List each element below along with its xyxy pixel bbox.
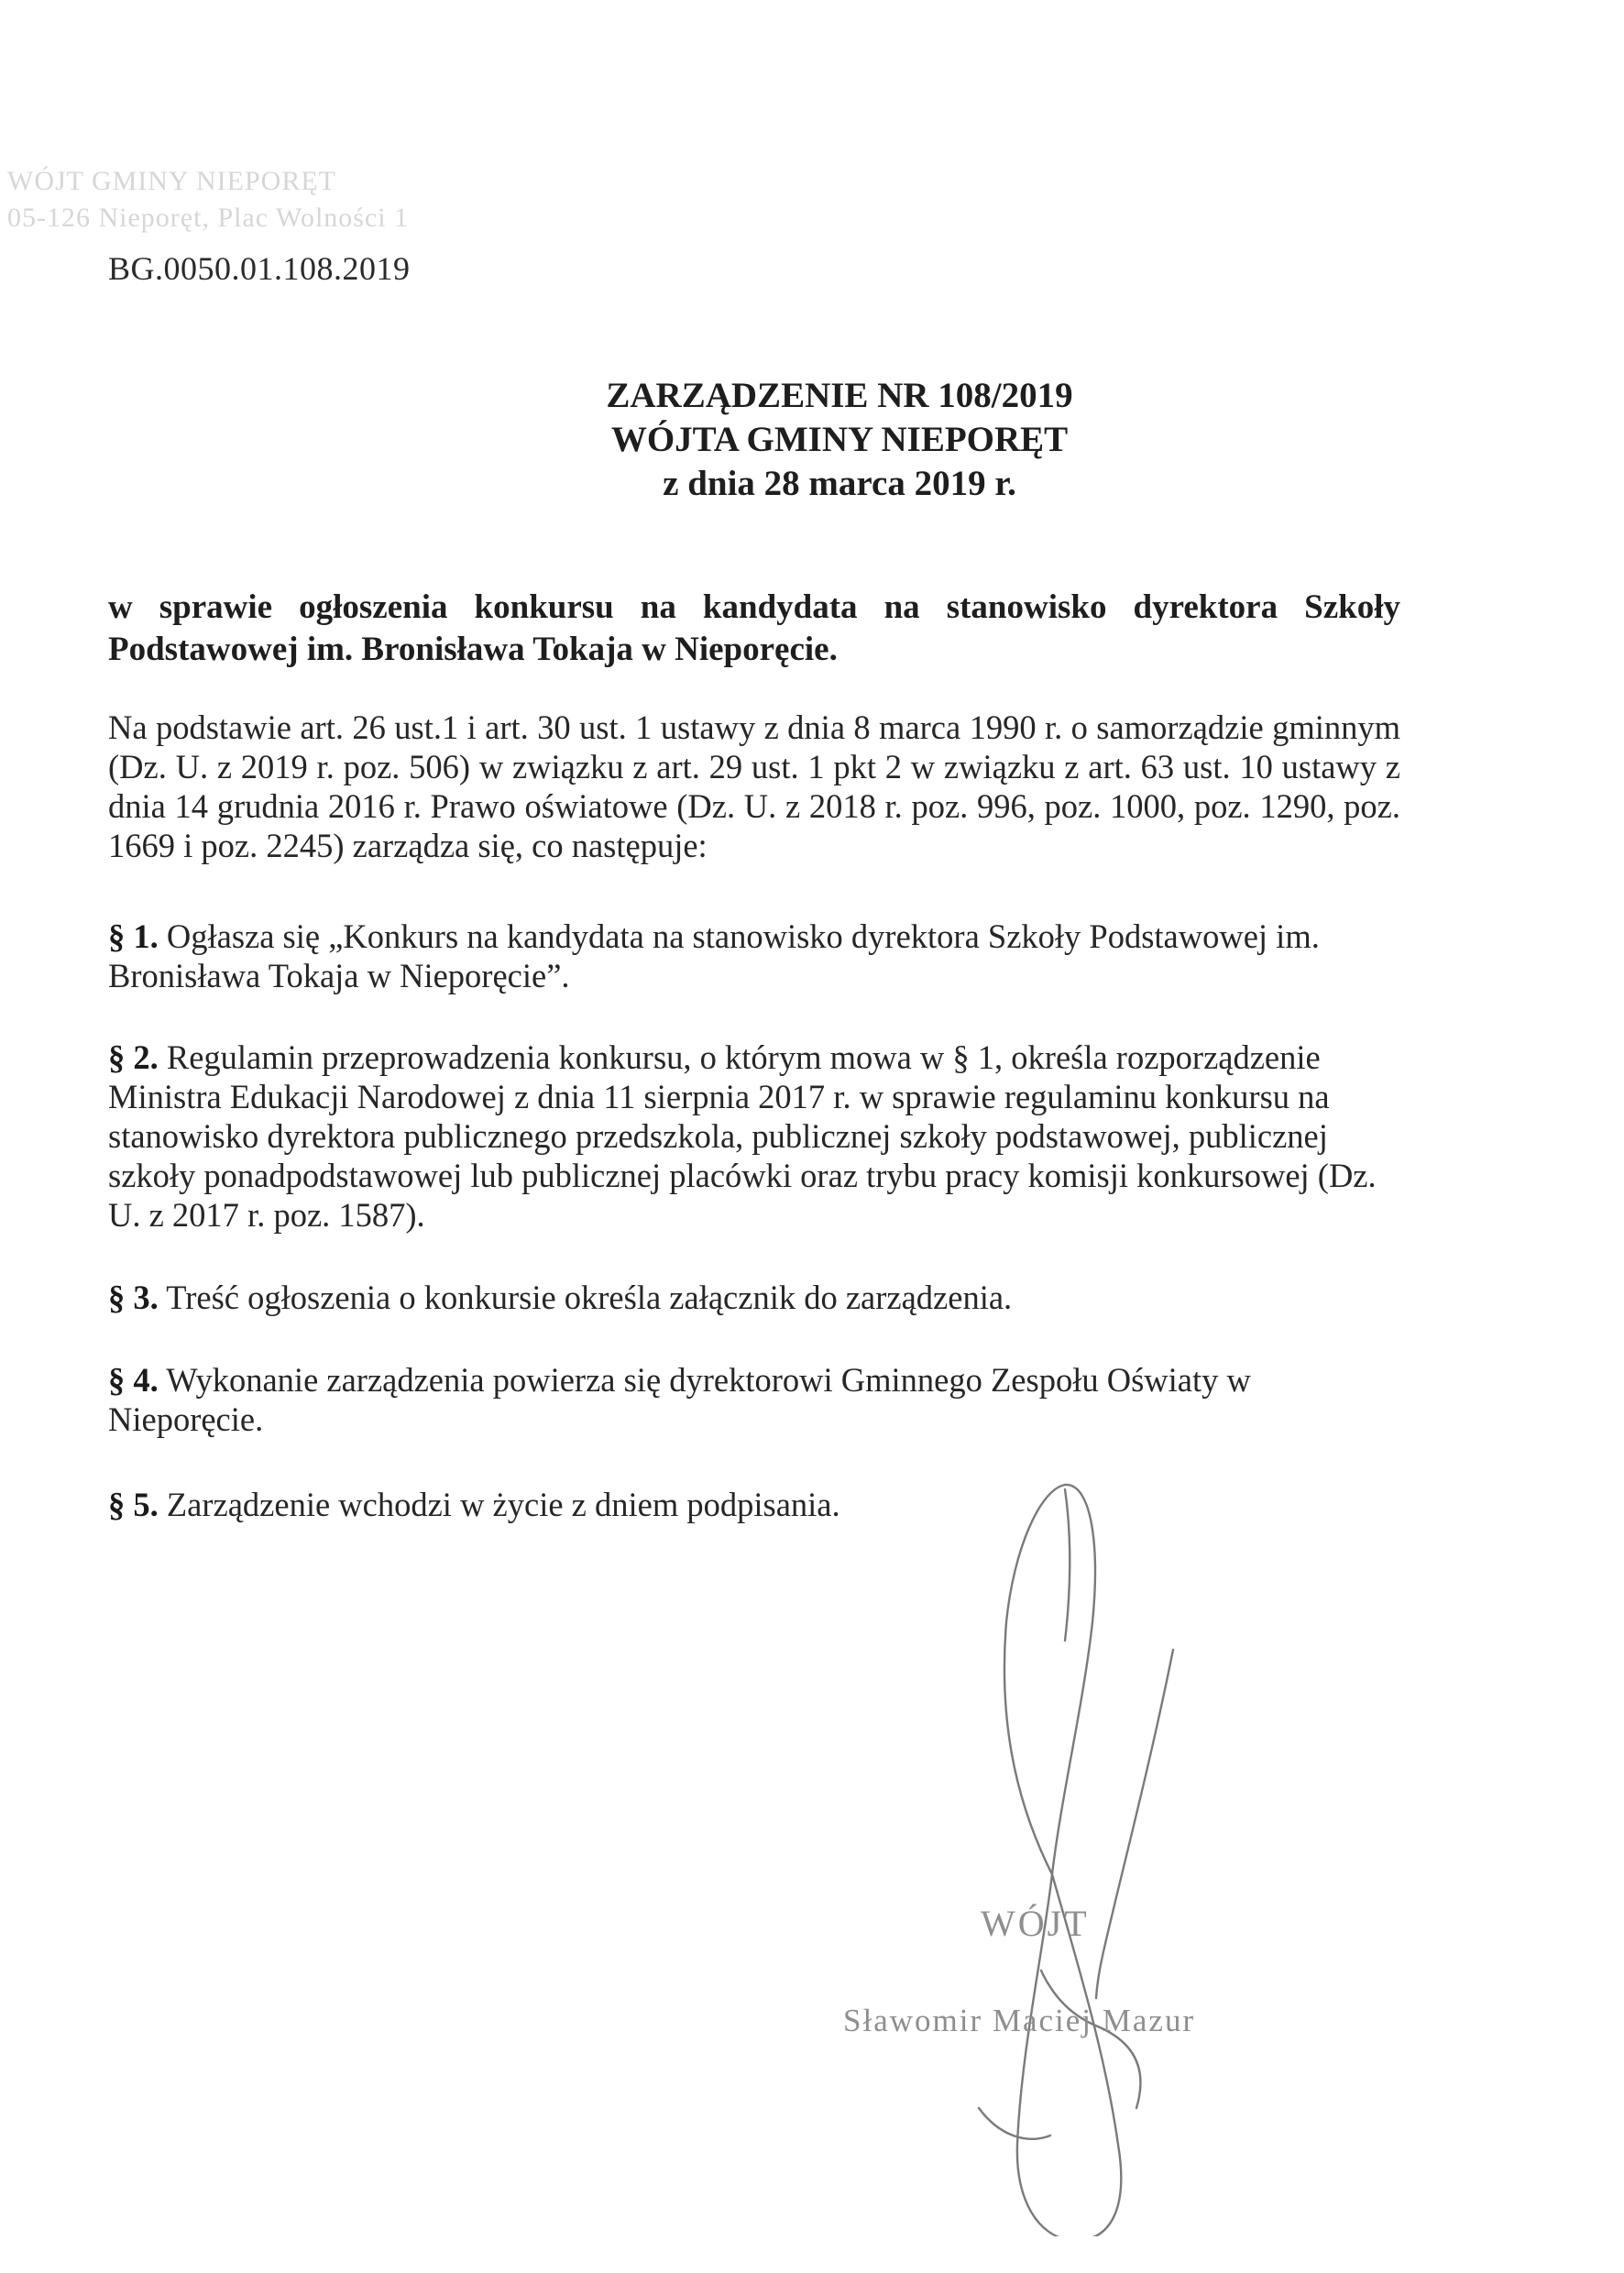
paragraph-1	[108, 917, 1400, 995]
signature-block	[825, 1411, 1338, 2236]
title-line-1: ZARZĄDZENIE NR 108/2019	[606, 376, 1073, 415]
faded-office-stamp	[7, 163, 410, 236]
stamp-line-1: WÓJT GMINY NIEPORĘT	[7, 166, 336, 196]
paragraph-4-number: § 4.	[108, 1361, 159, 1399]
paragraph-5-text: Zarządzenie wchodzi w życie z dniem podpisania.	[166, 1486, 840, 1523]
reference-number: BG.0050.01.108.2019	[108, 250, 411, 287]
paragraph-2	[108, 1038, 1400, 1235]
paragraph-3-text: Treść ogłoszenia o konkursie określa załącznik do zarządzenia.	[166, 1279, 1013, 1316]
document-title	[0, 374, 1624, 506]
paragraph-1-number: § 1.	[108, 917, 159, 955]
paragraph-5-number: § 5.	[108, 1486, 159, 1523]
handwritten-signature-icon	[825, 1411, 1338, 2236]
signature-title: WÓJT	[981, 1903, 1090, 1944]
stamp-line-2: 05-126 Nieporęt, Plac Wolności 1	[7, 203, 410, 233]
paragraph-4-text: Wykonanie zarządzenia powierza się dyrektorowi Gminnego Zespołu Oświaty w Nieporęcie.	[108, 1361, 1251, 1438]
title-line-3: z dnia 28 marca 2019 r.	[663, 464, 1016, 503]
paragraph-1-text: Ogłasza się „Konkurs na kandydata na stanowisko dyrektora Szkoły Podstawowej im. Bronisława Tokaja w Nieporęcie”.	[108, 917, 1320, 994]
title-line-2: WÓJTA GMINY NIEPORĘT	[610, 420, 1069, 459]
paragraph-2-text: Regulamin przeprowadzenia konkursu, o którym mowa w § 1, określa rozporządzenie Ministra Edukacji Narodowej z dnia 11 sierpnia 2017 r. w sprawie regulaminu konkursu na stanowisko dyrektora publicznego przedszkola, publicznej szkoły podstawowej, publicznej szkoły ponadpodstawowej lub publicznej placówki oraz trybu pracy komisji konkursowej (Dz. U. z 2017 r. poz. 1587).	[108, 1038, 1377, 1234]
paragraph-2-number: § 2.	[108, 1038, 159, 1076]
legal-basis: Na podstawie art. 26 ust.1 i art. 30 ust. 1 ustawy z dnia 8 marca 1990 r. o samorządzie gminnym (Dz. U. z 2019 r. poz. 506) w związku z art. 29 ust. 1 pkt 2 w związku z art. 63 ust. 10 ustawy z dnia 14 grudnia 2016 r. Prawo oświatowe (Dz. U. z 2018 r. poz. 996, poz. 1000, poz. 1290, poz. 1669 i poz. 2245) zarządza się, co następuje:	[108, 708, 1400, 864]
document-subject: w sprawie ogłoszenia konkursu na kandydata na stanowisko dyrektora Szkoły Podstawowej im. Bronisława Tokaja w Nieporęcie.	[108, 588, 1400, 668]
signature-name: Sławomir Maciej Mazur	[843, 2003, 1196, 2038]
paragraph-3-number: § 3.	[108, 1279, 159, 1316]
paragraph-3	[108, 1278, 1400, 1317]
